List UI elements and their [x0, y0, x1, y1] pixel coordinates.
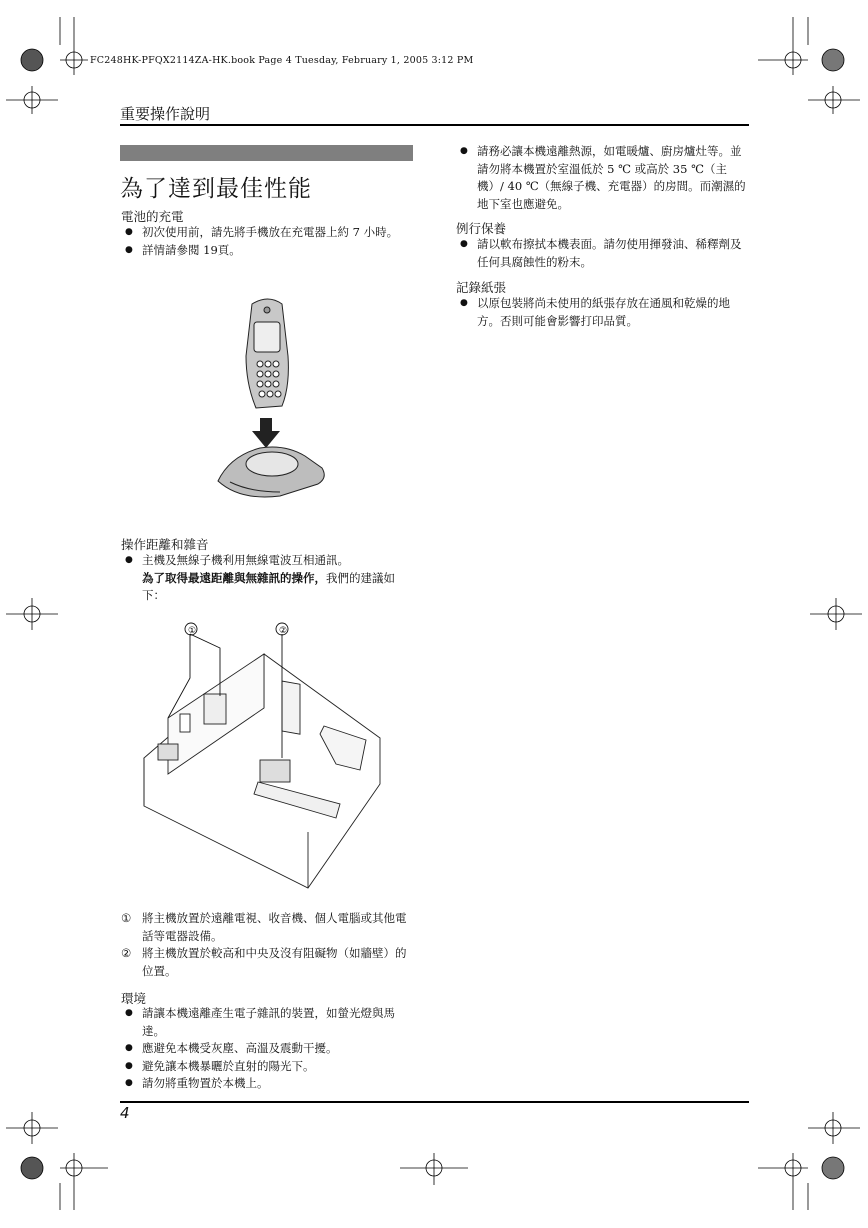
callout-item-1 — [121, 910, 411, 945]
list-item: ● 請務必讓本機遠離熱源，如電暖爐、廚房爐灶等。並請勿將本機置於室溫低於 5 ℃ 或高於 35 ℃（主機）/ 40 ℃（無線子機、充電器）的房間。而潮濕的地下室也應避免。 — [456, 143, 748, 213]
callout-item-2 — [121, 945, 411, 980]
diagram-label-1: ① — [188, 626, 197, 636]
heat-source-list — [456, 143, 748, 213]
environment-heading: 環境 — [121, 991, 147, 1006]
maintenance-list — [456, 236, 748, 271]
list-item: ● 應避免本機受灰塵、高溫及震動干擾。 — [121, 1040, 411, 1058]
callout-number: ① — [121, 911, 132, 925]
environment-list — [121, 1005, 411, 1093]
page-title: 為了達到最佳性能 — [120, 176, 312, 202]
file-info-line: FC248HK-PFQX2114ZA-HK.book Page 4 Tuesday, February 1, 2005 3:12 PM — [90, 55, 474, 66]
range-tail-text: 我們的建議如下： — [142, 570, 395, 602]
list-item: ● 避免讓本機暴曬於直射的陽光下。 — [121, 1058, 411, 1076]
section-bar — [120, 145, 413, 161]
battery-heading: 電池的充電 — [121, 209, 184, 224]
list-item — [121, 552, 411, 605]
callout-text: 將主機放置於較高和中央及沒有阻礙物（如牆壁）的位置。 — [142, 946, 407, 978]
handset-charger-illustration — [210, 296, 335, 501]
battery-list — [121, 224, 411, 259]
header-rule — [120, 124, 749, 126]
callout-notes — [121, 910, 411, 980]
footer-rule — [120, 1101, 749, 1103]
range-list — [121, 552, 411, 605]
callout-text: 將主機放置於遠離電視、收音機、個人電腦或其他電話等電器設備。 — [142, 911, 407, 943]
diagram-label-2: ② — [279, 626, 288, 636]
list-item: ● 請讓本機遠離產生電子雜訊的裝置，如螢光燈與馬達。 — [121, 1005, 411, 1040]
page-number: 4 — [120, 1104, 130, 1122]
list-item: ● 請勿將重物置於本機上。 — [121, 1075, 411, 1093]
list-item: ● 以原包裝將尚未使用的紙張存放在通風和乾燥的地方。否則可能會影響打印品質。 — [456, 295, 748, 330]
paper-heading: 記錄紙張 — [456, 280, 507, 295]
list-item: ● 請以軟布擦拭本機表面。請勿使用揮發油、稀釋劑及任何具腐蝕性的粉末。 — [456, 236, 748, 271]
room-placement-diagram — [140, 618, 400, 890]
list-item: ● 詳情請參閱 19頁。 — [121, 242, 411, 260]
page-header: 重要操作說明 — [120, 105, 211, 123]
paper-list — [456, 295, 748, 330]
maintenance-heading: 例行保養 — [456, 221, 507, 236]
callout-number: ② — [121, 946, 132, 960]
list-item: ● 初次使用前，請先將手機放在充電器上約 7 小時。 — [121, 224, 411, 242]
range-heading: 操作距離和雜音 — [121, 537, 209, 552]
range-text: 主機及無線子機利用無線電波互相通訊。 — [142, 553, 349, 567]
range-bold-text: 為了取得最遠距離與無雜訊的操作， — [142, 570, 326, 585]
